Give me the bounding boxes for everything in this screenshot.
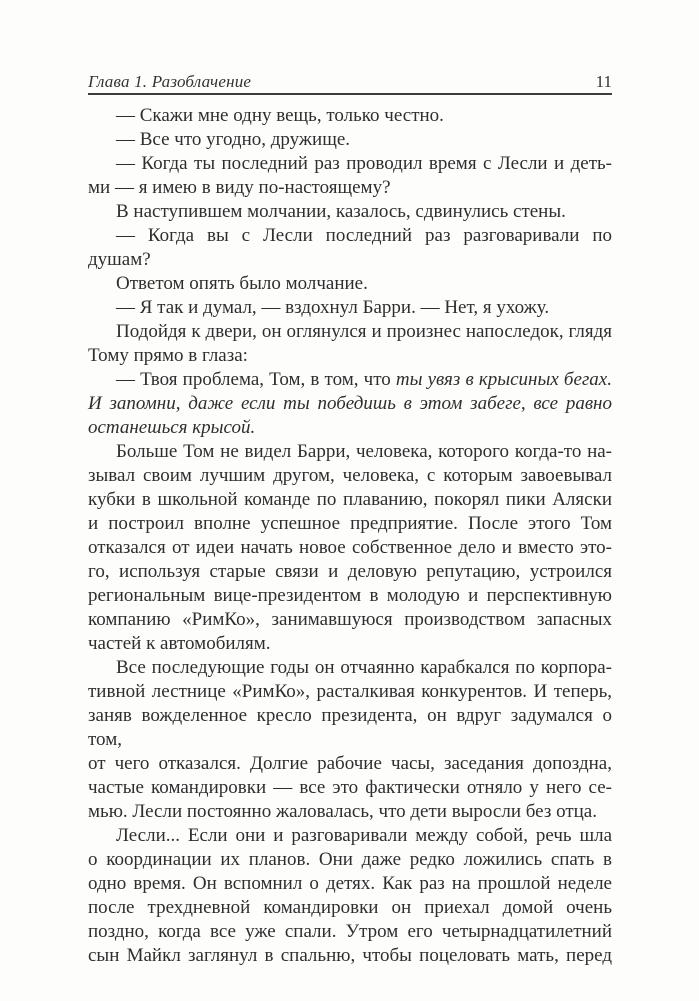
text-line: Тому прямо в глаза: — [88, 345, 248, 366]
paragraph — [88, 128, 612, 152]
text-line: сын Майкл заглянул в спальню, чтобы поцеловать мать, перед — [88, 945, 612, 966]
text-line: го, используя старые связи и деловую репутацию, устроился — [88, 561, 612, 582]
paragraph — [88, 224, 612, 272]
text-line: региональным вице-президентом в молодую и перспективную — [88, 585, 612, 606]
text-line: Больше Том не видел Барри, человека, которого когда-то на- — [116, 441, 612, 462]
paragraph — [88, 296, 612, 320]
page-body — [88, 104, 612, 968]
text-line: о координации их планов. Они даже редко ложились спать в — [88, 849, 612, 870]
paragraph — [88, 368, 612, 440]
page-number: 11 — [595, 72, 612, 91]
chapter-title: Глава 1. Разоблачение — [88, 72, 252, 91]
paragraph — [88, 656, 612, 824]
text-line: — Я так и думал, — вздохнул Барри. — Нет, я ухожу. — [116, 297, 550, 318]
running-header — [88, 72, 612, 92]
text-line: поздно, когда все уже спали. Утром его четырнадцатилетний — [88, 921, 612, 942]
paragraph — [88, 152, 612, 200]
paragraph — [88, 824, 612, 968]
text-line: Ответом опять было молчание. — [116, 273, 368, 294]
text-line: заняв вожделенное кресло президента, он вдруг задумался о том, — [88, 705, 612, 750]
text-line: ми — я имею в виду по-настоящему? — [88, 177, 391, 198]
text-line: кубки в школьной команде по плаванию, покорял пики Аляски — [88, 489, 612, 510]
paragraph — [88, 320, 612, 368]
paragraph — [88, 440, 612, 656]
text-line: зывал своим лучшим другом, человека, с которым завоевывал — [88, 465, 612, 486]
text-line: от чего отказался. Долгие рабочие часы, заседания допоздна, — [88, 753, 612, 774]
text-line: Все последующие годы он отчаянно карабкался по корпора- — [116, 657, 612, 678]
header-rule — [88, 93, 612, 95]
text-line: и построил вполне успешное предприятие. После этого Том — [88, 513, 612, 534]
text-line: — Скажи мне одну вещь, только честно. — [116, 105, 444, 126]
text-line: частей к автомобилям. — [88, 633, 271, 654]
text-line: мью. Лесли постоянно жаловалась, что дети выросли без отца. — [88, 801, 597, 822]
text-line: — Когда вы с Лесли последний раз разговаривали по душам? — [88, 225, 612, 270]
paragraph — [88, 272, 612, 296]
text-line: частые командировки — все это фактически отняло у него се- — [88, 777, 612, 798]
text-line: компанию «РимКо», занимавшуюся производством запасных — [88, 609, 612, 630]
text-line: Подойдя к двери, он оглянулся и произнес напоследок, глядя — [116, 321, 612, 342]
paragraph — [88, 104, 612, 128]
text-line: И запомни, даже если ты победишь в этом забеге, все равно — [88, 393, 612, 414]
text-line: В наступившем молчании, казалось, сдвинулись стены. — [116, 201, 566, 222]
text-line: одно время. Он вспомнил о детях. Как раз на прошлой неделе — [88, 873, 612, 894]
text-line: Лесли... Если они и разговаривали между собой, речь шла — [116, 825, 612, 846]
text-line: отказался от идеи начать новое собственное дело и вместо это- — [88, 537, 612, 558]
paragraph — [88, 200, 612, 224]
text-line: после трехдневной командировки он приехал домой очень — [88, 897, 612, 918]
text-line: тивной лестнице «РимКо», расталкивая конкурентов. И теперь, — [88, 681, 612, 702]
text-line: останешься крысой. — [88, 417, 256, 438]
text-line: — Все что угодно, дружище. — [116, 129, 351, 150]
text-line: — Твоя проблема, Том, в том, что ты увяз в крысиных бегах. — [116, 369, 612, 390]
text-line: — Когда ты последний раз проводил время с Лесли и деть- — [116, 153, 612, 174]
